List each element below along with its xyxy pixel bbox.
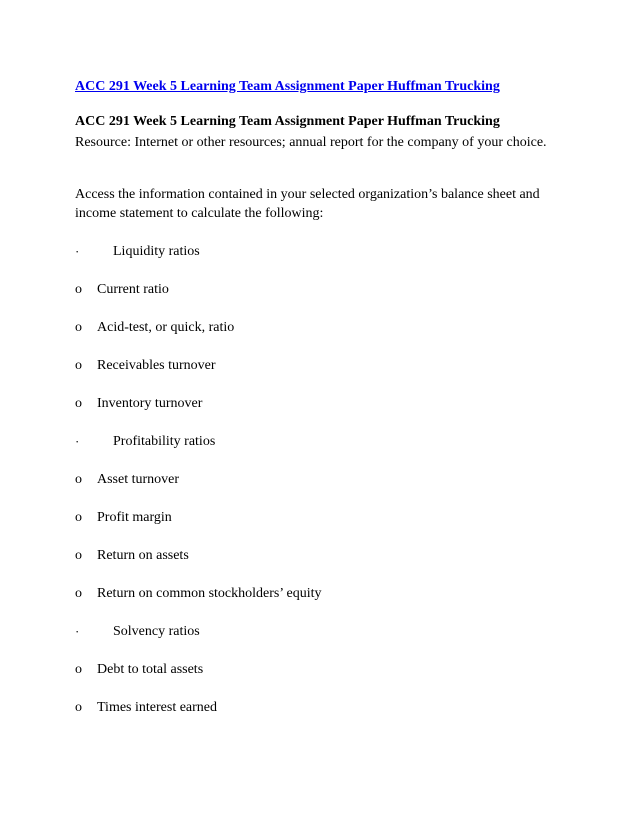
list-item-label: Acid-test, or quick, ratio: [97, 320, 235, 335]
list-item-label: Profitability ratios: [113, 434, 216, 449]
list-item-label: Solvency ratios: [113, 624, 200, 639]
list-item-label: Inventory turnover: [97, 396, 203, 411]
sub-bullet-marker: o: [75, 472, 82, 487]
sub-bullet-marker: o: [75, 320, 82, 335]
sub-bullet-marker: o: [75, 548, 82, 563]
list-item-label: Asset turnover: [97, 472, 180, 487]
list-item-label: Profit margin: [97, 510, 172, 525]
list-item-label: Times interest earned: [97, 700, 218, 715]
bullet-marker: ·: [75, 244, 80, 259]
resource-paragraph: Resource: Internet or other resources; annual report for the company of your choice.: [75, 135, 547, 150]
list-item-label: Receivables turnover: [97, 358, 216, 373]
sub-bullet-marker: o: [75, 282, 82, 297]
document-heading: ACC 291 Week 5 Learning Team Assignment Paper Huffman Trucking: [75, 114, 500, 129]
list-item-label: Return on assets: [97, 548, 189, 563]
sub-bullet-marker: o: [75, 358, 82, 373]
sub-bullet-marker: o: [75, 586, 82, 601]
bullet-marker: ·: [75, 434, 80, 449]
access-paragraph: Access the information contained in your selected organization’s balance sheet and income statement to calculate the following:: [75, 187, 540, 221]
list-item-label: Debt to total assets: [97, 662, 204, 677]
list-item-label: Liquidity ratios: [113, 244, 200, 259]
sub-bullet-marker: o: [75, 700, 82, 715]
list-item-label: Return on common stockholders’ equity: [97, 586, 322, 601]
sub-bullet-marker: o: [75, 510, 82, 525]
sub-bullet-marker: o: [75, 396, 82, 411]
sub-bullet-marker: o: [75, 662, 82, 677]
title-link[interactable]: ACC 291 Week 5 Learning Team Assignment Paper Huffman Trucking: [75, 79, 500, 94]
bullet-marker: ·: [75, 624, 80, 639]
list-item-label: Current ratio: [97, 282, 169, 297]
